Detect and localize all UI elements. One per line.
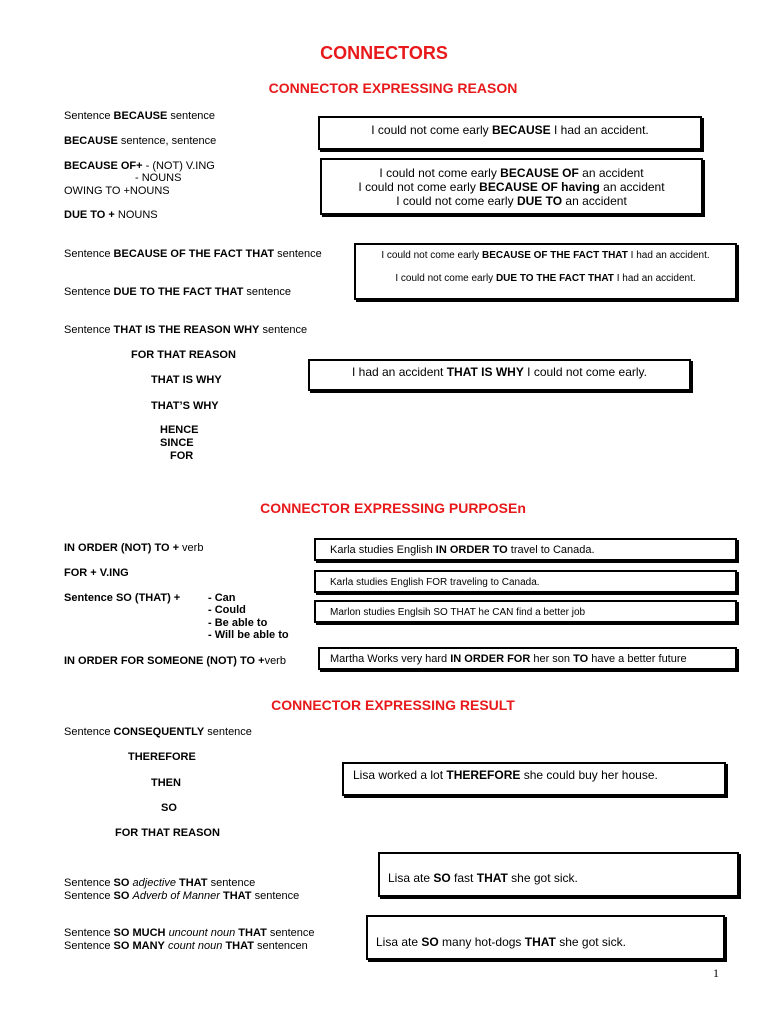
rule-that-is-why: THAT IS WHY xyxy=(151,374,222,386)
rule-since: SINCE xyxy=(160,437,194,449)
example-box-therefore: Lisa worked a lot THEREFORE she could buy her house. xyxy=(342,762,726,796)
rule-so-that: Sentence SO (THAT) + xyxy=(64,592,181,604)
rule-because-of-the-fact: Sentence BECAUSE OF THE FACT THAT sentence xyxy=(64,248,322,260)
rule-so-many-that: Sentence SO MANY count noun THAT sentencen xyxy=(64,940,308,952)
example-box-because-of: I could not come early BECAUSE OF an accident I could not come early BECAUSE OF having an accident I could not come early DUE TO an accident xyxy=(320,158,703,215)
rule-so: SO xyxy=(161,802,177,814)
rule-so-adjective-that: Sentence SO adjective THAT sentence xyxy=(64,877,256,889)
example-box-because: I could not come early BECAUSE I had an accident. xyxy=(318,116,702,150)
example-box-so-fast-that: Lisa ate SO fast THAT she got sick. xyxy=(378,852,739,897)
example-box-so-many-that: Lisa ate SO many hot-dogs THAT she got sick. xyxy=(366,915,725,960)
rule-because-of: BECAUSE OF+ - (NOT) V.ING xyxy=(64,160,215,172)
example-box-fact-that: I could not come early BECAUSE OF THE FACT THAT I had an accident. I could not come early DUE TO THE FACT THAT I had an accident. xyxy=(354,243,737,300)
rule-thats-why: THAT’S WHY xyxy=(151,400,219,412)
example-box-for-traveling: Karla studies English FOR traveling to Canada. xyxy=(314,570,737,593)
rule-in-order-to: IN ORDER (NOT) TO + verb xyxy=(64,542,204,554)
rule-because-sentence: BECAUSE sentence, sentence xyxy=(64,135,217,147)
rule-can: - Can xyxy=(208,592,236,604)
rule-sentence-because: Sentence BECAUSE sentence xyxy=(64,110,216,122)
rule-therefore: THEREFORE xyxy=(128,751,196,763)
rule-that-is-the-reason: Sentence THAT IS THE REASON WHY sentence xyxy=(64,324,308,336)
example-box-in-order-for: Martha Works very hard IN ORDER FOR her son TO have a better future xyxy=(318,647,737,670)
rule-could: - Could xyxy=(208,604,246,616)
rule-so-adverb-that: Sentence SO Adverb of Manner THAT sentence xyxy=(64,890,300,902)
rule-due-to: DUE TO + NOUNS xyxy=(64,209,158,221)
example-box-so-that: Marlon studies Englsih SO THAT he CAN find a better job xyxy=(314,600,737,623)
heading-purpose: CONNECTOR EXPRESSING PURPOSEn xyxy=(260,500,526,516)
heading-reason: CONNECTOR EXPRESSING REASON xyxy=(268,80,518,96)
rule-then: THEN xyxy=(151,777,181,789)
rule-due-to-the-fact: Sentence DUE TO THE FACT THAT sentence xyxy=(64,286,292,298)
rule-for: FOR xyxy=(170,450,194,462)
rule-be-able-to: - Be able to xyxy=(208,617,268,629)
rule-so-much-that: Sentence SO MUCH uncount noun THAT sentence xyxy=(64,927,315,939)
rule-nouns: - NOUNS xyxy=(135,172,182,184)
rule-consequently: Sentence CONSEQUENTLY sentence xyxy=(64,726,252,738)
rule-for-that-reason-result: FOR THAT REASON xyxy=(115,827,220,839)
rule-owing-to: OWING TO +NOUNS xyxy=(64,185,170,197)
example-box-that-is-why: I had an accident THAT IS WHY I could not come early. xyxy=(308,359,691,391)
heading-result: CONNECTOR EXPRESSING RESULT xyxy=(271,697,515,713)
rule-will-be-able-to: - Will be able to xyxy=(208,629,289,641)
page-title: CONNECTORS xyxy=(320,43,448,63)
rule-for-that-reason: FOR THAT REASON xyxy=(131,349,236,361)
rule-for-ving: FOR + V.ING xyxy=(64,567,129,579)
page-number: 1 xyxy=(713,966,719,980)
example-box-in-order-to: Karla studies English IN ORDER TO travel to Canada. xyxy=(314,538,737,561)
rule-hence: HENCE xyxy=(160,424,199,436)
rule-in-order-for-someone: IN ORDER FOR SOMEONE (NOT) TO +verb xyxy=(64,655,286,667)
